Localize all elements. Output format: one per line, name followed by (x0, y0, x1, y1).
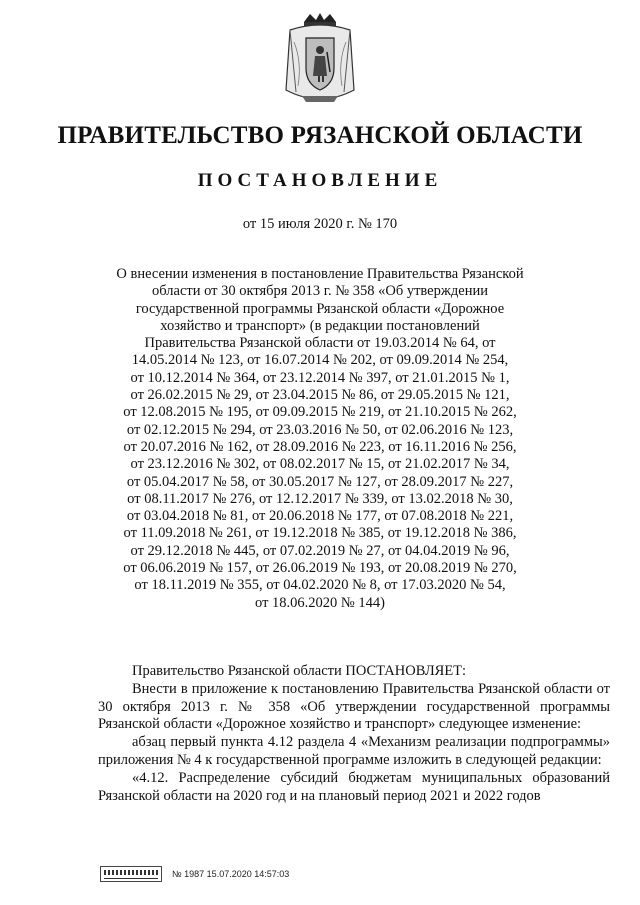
ryazan-coat-of-arms-icon (282, 12, 358, 108)
subject-line: 14.05.2014 № 123, от 16.07.2014 № 202, от 09.09.2014 № 254, (131, 352, 509, 369)
subject-line: О внесении изменения в постановление Правительства Рязанской (116, 266, 524, 282)
subject-line: от 26.02.2015 № 29, от 23.04.2015 № 86, от 29.05.2015 № 121, (130, 387, 510, 404)
resolution-statement: Правительство Рязанской области ПОСТАНОВЛЯЕТ: (132, 663, 467, 679)
subject-line: области от 30 октября 2013 г. № 358 «Об утверждении (152, 283, 488, 300)
registration-footer (100, 863, 289, 885)
subject-line: от 05.04.2017 № 58, от 30.05.2017 № 127, от 28.09.2017 № 227, (126, 473, 514, 490)
subject-line: от 29.12.2018 № 445, от 07.02.2019 № 27, от 04.04.2019 № 96, (130, 542, 510, 559)
subject-line: от 18.06.2020 № 144) (255, 594, 385, 611)
subject-line: от 10.12.2014 № 364, от 23.12.2014 № 397, от 21.01.2015 № 1, (130, 369, 510, 386)
subject-line: от 08.11.2017 № 276, от 12.12.2017 № 339, от 13.02.2018 № 30, (127, 490, 513, 507)
subject-line: от 18.11.2019 № 355, от 04.02.2020 № 8, от 17.03.2020 № 54, (134, 577, 506, 594)
registration-stamp-icon (100, 866, 162, 882)
document-type: ПОСТАНОВЛЕНИЕ (197, 170, 443, 191)
subject-line: государственной программы Рязанской области «Дорожное (135, 300, 505, 317)
document-date-number: от 15 июля 2020 г. № 170 (242, 216, 398, 232)
subject-line: от 02.12.2015 № 294, от 23.03.2016 № 50, от 02.06.2016 № 123, (126, 421, 514, 438)
subject-line: от 12.08.2015 № 195, от 09.09.2015 № 219, от 21.10.2015 № 262, (123, 404, 517, 421)
subject-line: от 11.09.2018 № 261, от 19.12.2018 № 385, от 19.12.2018 № 386, (123, 525, 517, 542)
document-body (98, 663, 610, 805)
body-paragraph: Внести в приложение к постановлению Правительства Рязанской области от 30 октября 2013 г. № 358 «Об утверждении государственной программы Рязанской области «Дорожное хозяйство и транспорт» следующее изменение: (98, 680, 610, 733)
body-paragraph: «4.12. Распределение субсидий бюджетам муниципальных образований Рязанской области на 2020 год и на плановый период 2021 и 2022 годов (98, 769, 610, 804)
body-paragraph: абзац первый пункта 4.12 раздела 4 «Механизм реализации подпрограммы» приложения № 4 к государственной программе изложить в следующей редакции: (98, 734, 610, 768)
subject-line: от 23.12.2016 № 302, от 08.02.2017 № 15, от 21.02.2017 № 34, (130, 456, 510, 473)
registration-number: № 1987 15.07.2020 14:57:03 (172, 869, 290, 879)
subject-line: Правительства Рязанской области от 19.03.2014 № 64, от (144, 335, 496, 352)
subject-line: от 03.04.2018 № 81, от 20.06.2018 № 177, от 07.08.2018 № 221, (126, 508, 514, 525)
subject-line: от 06.06.2019 № 157, от 26.06.2019 № 193, от 20.08.2019 № 270, (123, 560, 517, 577)
subject-line: хозяйство и транспорт» (в редакции постановлений (160, 317, 480, 334)
subject-line: от 20.07.2016 № 162, от 28.09.2016 № 223, от 16.11.2016 № 256, (123, 438, 517, 455)
government-title: ПРАВИТЕЛЬСТВО РЯЗАНСКОЙ ОБЛАСТИ (57, 122, 583, 149)
document-subject (100, 266, 540, 612)
